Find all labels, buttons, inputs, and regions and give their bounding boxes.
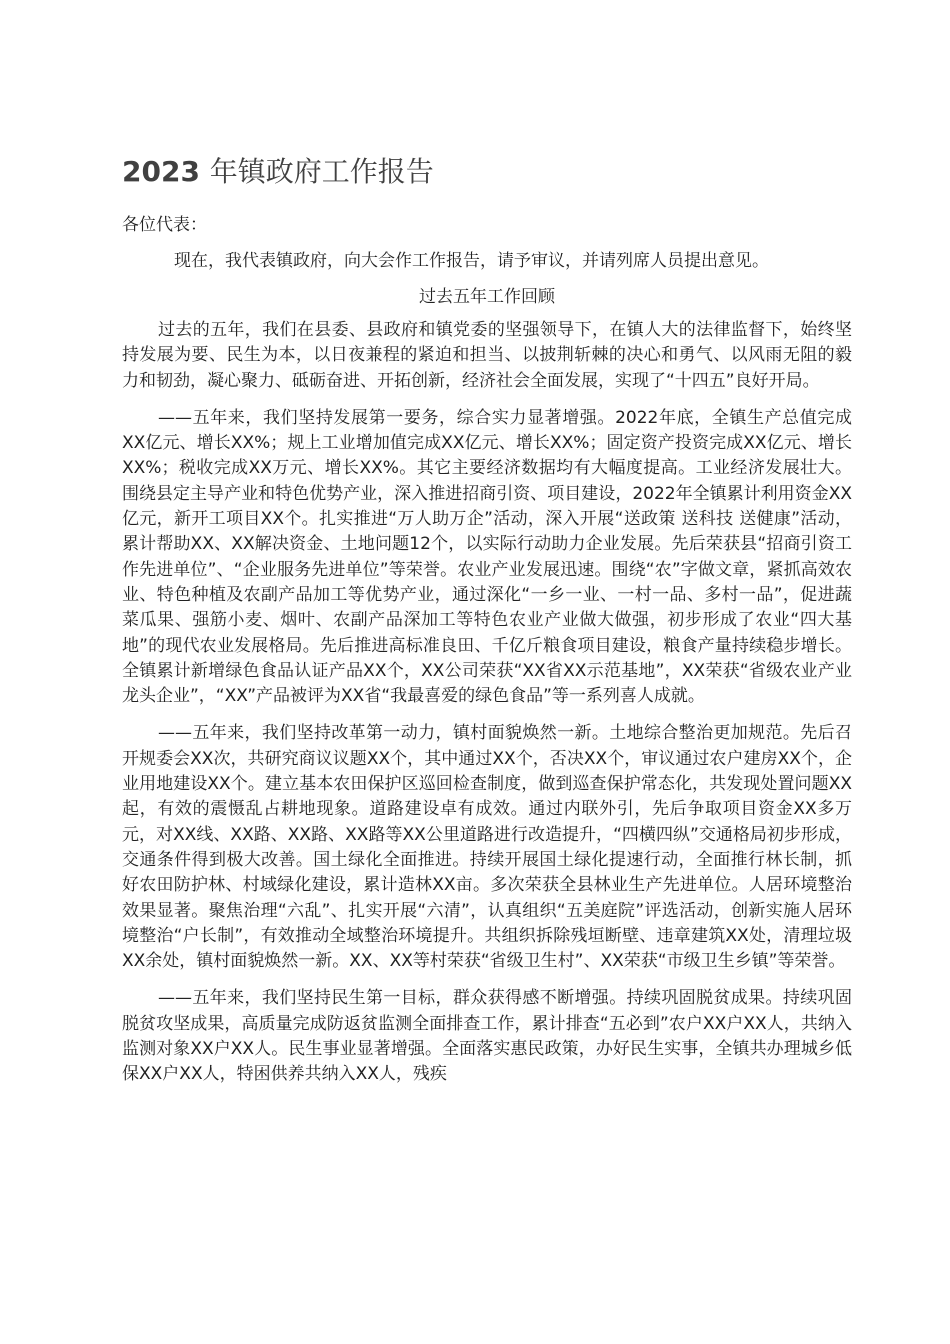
body-paragraph-1: 过去的五年，我们在县委、县政府和镇党委的坚强领导下，在镇人大的法律监督下，始终坚持发展为要、民生为本，以日夜兼程的紧迫和担当、以披荆斩棘的决心和勇气、以风雨无阻的毅力和韧劲，凝心聚力、砥砺奋进、开拓创新，经济社会全面发展，实现了“十四五”良好开局。	[122, 320, 852, 391]
body-paragraph-4: ——五年来，我们坚持民生第一目标，群众获得感不断增强。持续巩固脱贫成果。持续巩固脱贫攻坚成果，高质量完成防返贫监测全面排查工作，累计排查“五必到”农户XX户XX人，共纳入监测对象XX户XX人。民生事业显著增强。全面落实惠民政策，办好民生实事，全镇共办理城乡低保XX户XX人，特困供养共纳入XX人，残疾	[122, 988, 852, 1085]
title-text: 年镇政府工作报告	[209, 155, 434, 188]
title-year: 2023	[122, 155, 200, 188]
document-title	[122, 150, 852, 194]
body-paragraph-2: ——五年来，我们坚持发展第一要务，综合实力显著增强。2022年底，全镇生产总值完成XX亿元、增长XX%；规上工业增加值完成XX亿元、增长XX%；固定资产投资完成XX亿元、增长XX%；税收完成XX万元、增长XX%。其它主要经济数据均有大幅度提高。工业经济发展壮大。围绕县定主导产业和特色优势产业，深入推进招商引资、项目建设，2022年全镇累计利用资金XX亿元，新开工项目XX个。扎实推进“万人助万企”活动，深入开展“送政策 送科技 送健康”活动，累计帮助XX、XX解决资金、土地问题12个，以实际行动助力企业发展。先后荣获县“招商引资工作先进单位”、“企业服务先进单位”等荣誉。农业产业发展迅速。围绕“农”字做文章，紧抓高效农业、特色种植及农副产品加工等优势产业，通过深化“一乡一业、一村一品、多村一品”，促进蔬菜瓜果、强筋小麦、烟叶、农副产品深加工等特色农业产业做大做强，初步形成了农业“四大基地”的现代农业发展格局。先后推进高标准良田、千亿斤粮食项目建设，粮食产量持续稳步增长。全镇累计新增绿色食品认证产品XX个，XX公司荣获“XX省XX示范基地”，XX荣获“省级农业产业龙头企业”，“XX”产品被评为XX省“我最喜爱的绿色食品”等一系列喜人成就。	[122, 407, 852, 707]
intro-paragraph: 现在，我代表镇政府，向大会作工作报告，请予审议，并请列席人员提出意见。	[174, 251, 769, 271]
section-heading: 过去五年工作回顾	[419, 287, 555, 307]
salutation: 各位代表：	[122, 215, 207, 235]
document-page	[122, 150, 852, 1100]
body-paragraph-3: ——五年来，我们坚持改革第一动力，镇村面貌焕然一新。土地综合整治更加规范。先后召开规委会XX次，共研究商议议题XX个，其中通过XX个，否决XX个，审议通过农户建房XX个，企业用地建设XX个。建立基本农田保护区巡回检查制度，做到巡查保护常态化，共发现处置问题XX起，有效的震慑乱占耕地现象。道路建设卓有成效。通过内联外引，先后争取项目资金XX多万元，对XX线、XX路、XX路、XX路等XX公里道路进行改造提升，“四横四纵”交通格局初步形成，交通条件得到极大改善。国土绿化全面推进。持续开展国土绿化提速行动，全面推行林长制，抓好农田防护林、村域绿化建设，累计造林XX亩。多次荣获全县林业生产先进单位。人居环境整治效果显著。聚焦治理“六乱”、扎实开展“六清”，认真组织“五美庭院”评选活动，创新实施人居环境整治“户长制”，有效推动全域整治环境提升。共组织拆除残垣断壁、违章建筑XX处，清理垃圾XX余处，镇村面貌焕然一新。XX、XX等村荣获“省级卫生村”、XX荣获“市级卫生乡镇”等荣誉。	[122, 723, 852, 972]
